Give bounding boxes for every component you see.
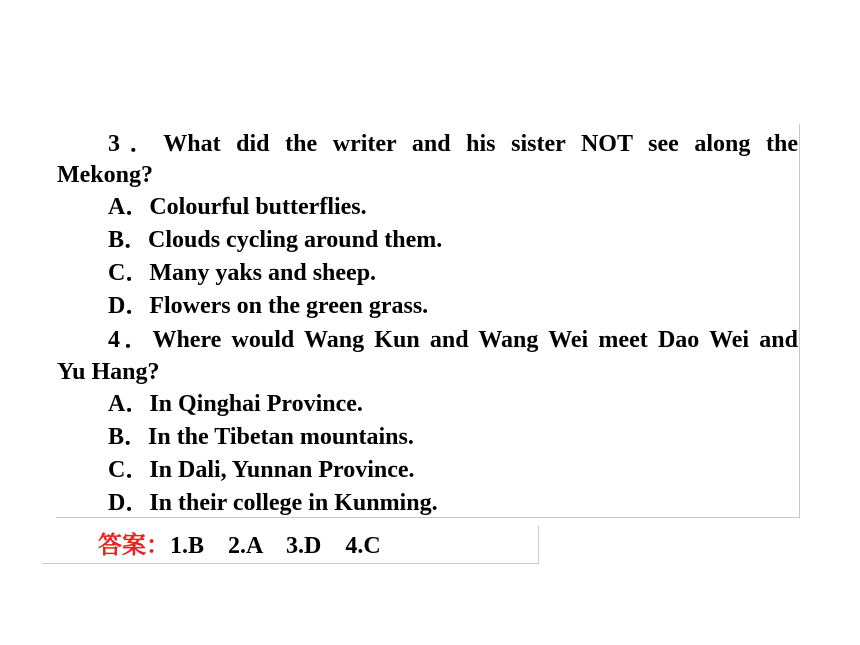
question-4-option-a: A．In Qinghai Province. (108, 391, 363, 417)
answer-label: 答案： (98, 531, 170, 559)
question-4-stem-line1: 4．Where would Wang Kun and Wang Wei meet Dao Wei and (108, 327, 798, 353)
question-3-option-b: B．Clouds cycling around them. (108, 227, 443, 253)
question-block (56, 124, 800, 518)
question-3-stem-line1: 3．What did the writer and his sister NOT see along the (108, 131, 798, 157)
question-3-option-a: A．Colourful butterflies. (108, 194, 367, 220)
question-3-option-d: D．Flowers on the green grass. (108, 293, 429, 319)
question-4-option-d: D．In their college in Kunming. (108, 490, 438, 516)
answer-line (98, 530, 381, 561)
question-4-option-b: B．In the Tibetan mountains. (108, 424, 414, 450)
question-3-stem-line2: Mekong? (57, 162, 153, 188)
answer-block (42, 526, 539, 564)
question-4-option-c: C．In Dali, Yunnan Province. (108, 457, 415, 483)
answer-values: 1.B 2.A 3.D 4.C (170, 533, 381, 559)
question-4-stem-line2: Yu Hang? (57, 359, 160, 385)
question-3-option-c: C．Many yaks and sheep. (108, 260, 377, 286)
